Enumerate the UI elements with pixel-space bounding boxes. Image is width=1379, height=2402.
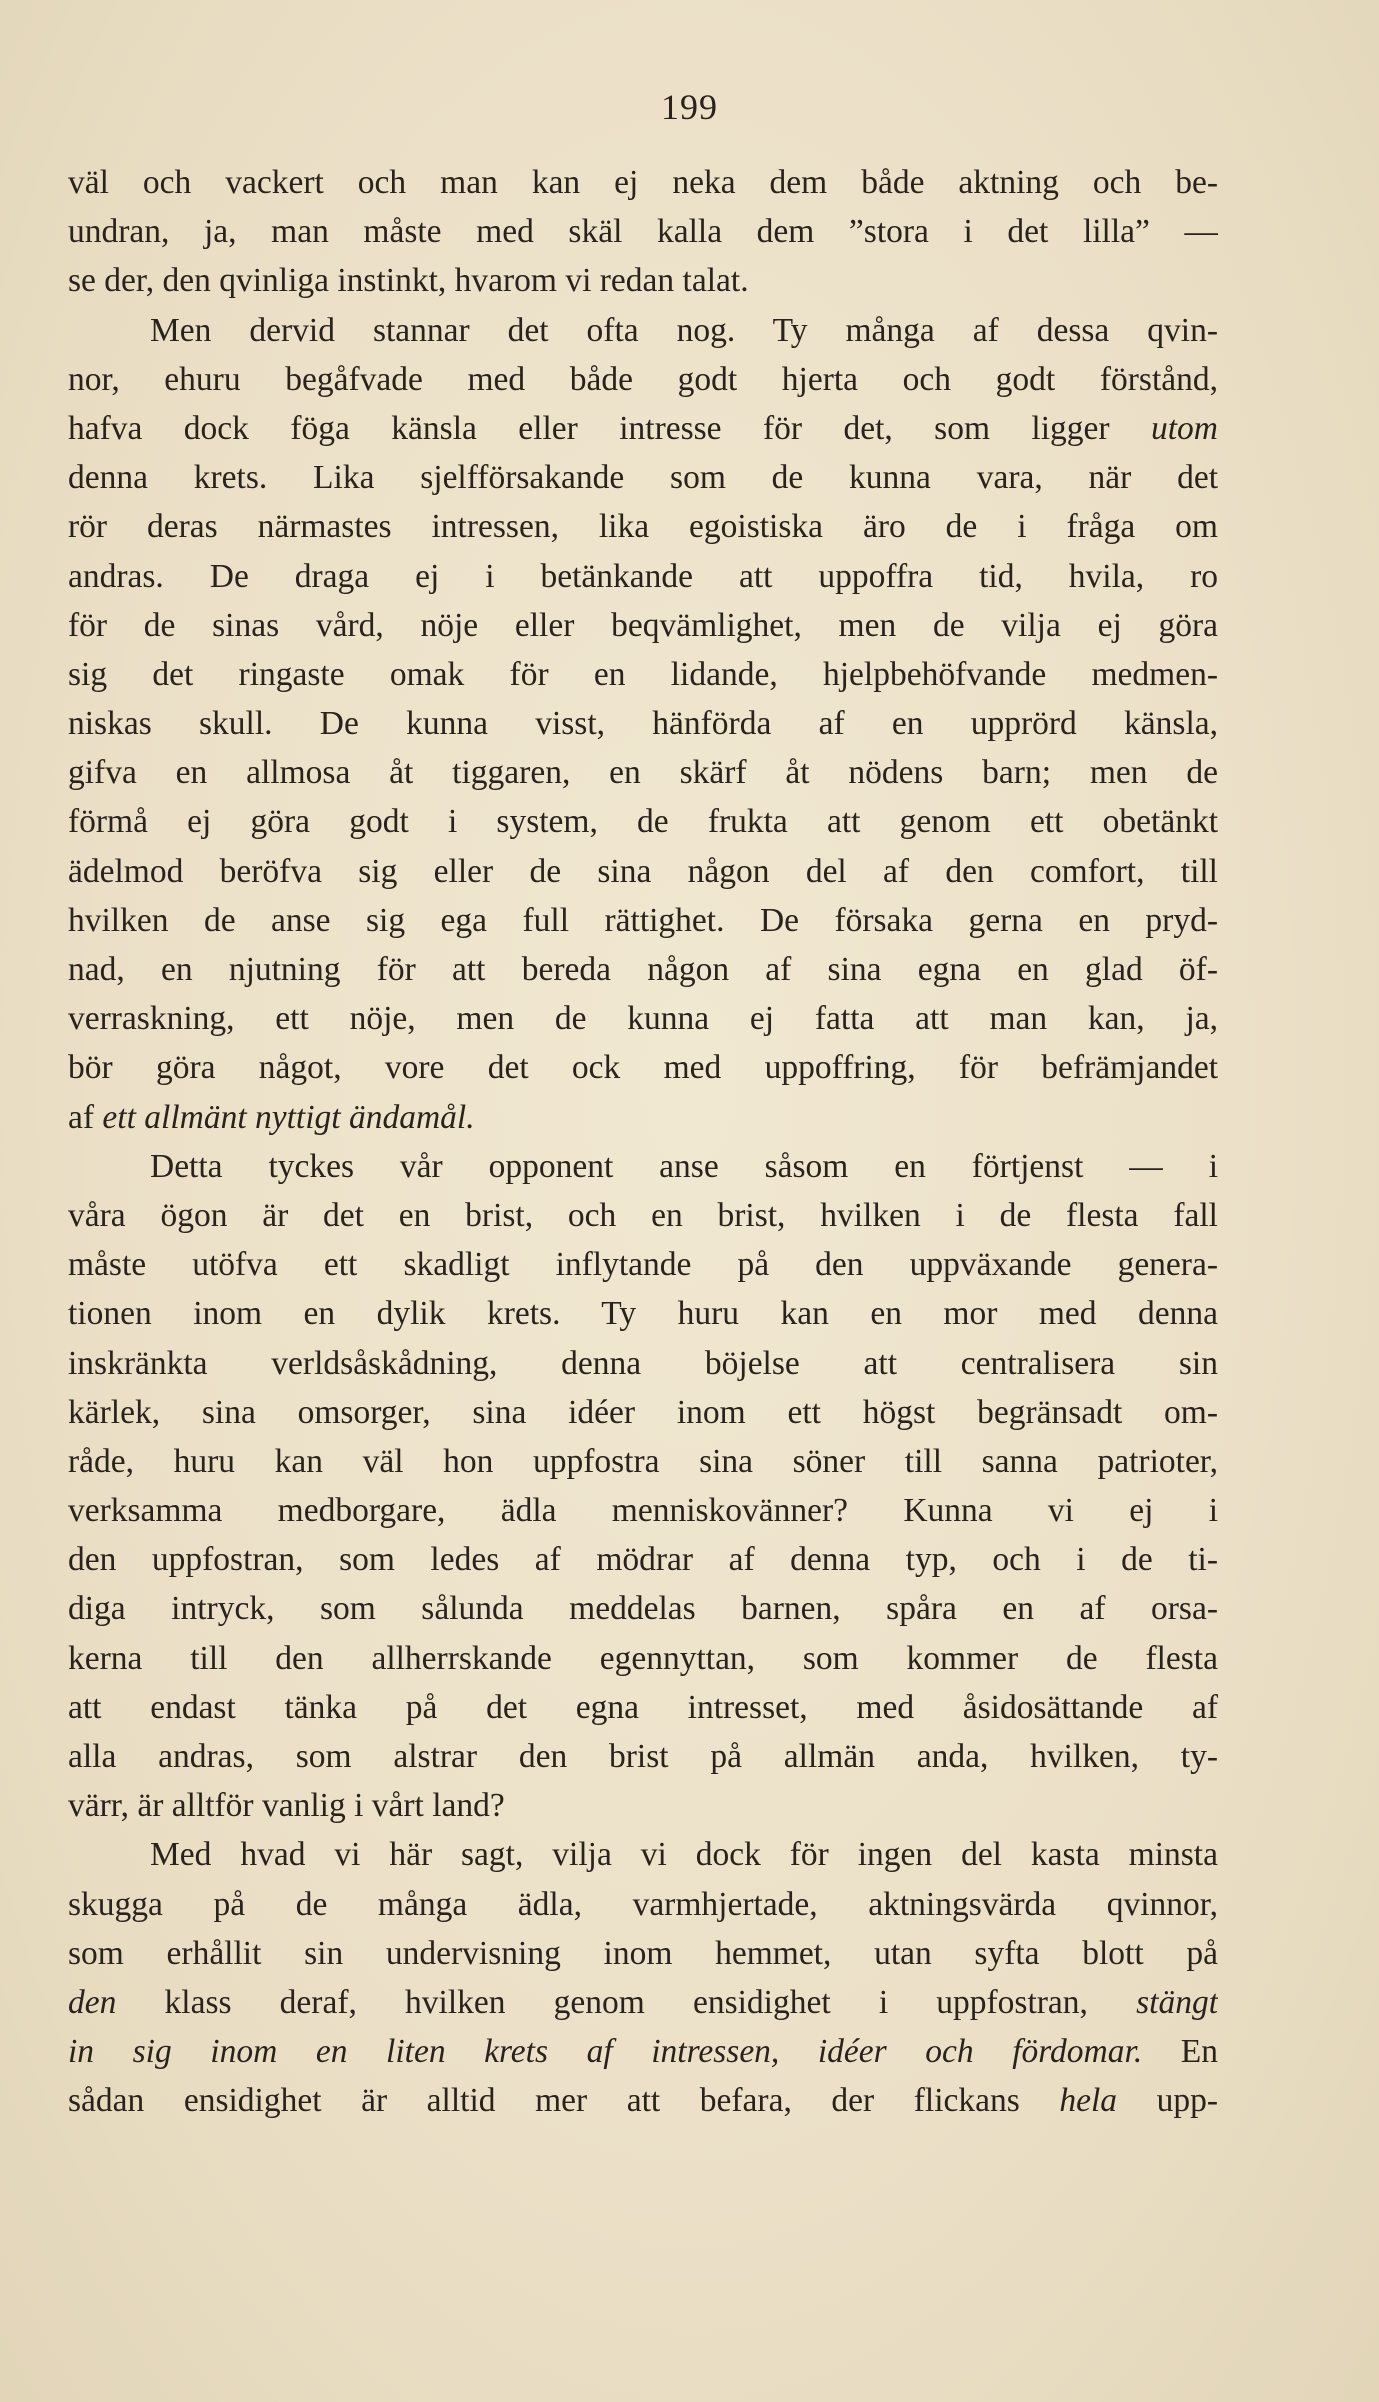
text-line: Men dervid stannar det ofta nog. Ty många af dessa qvin- xyxy=(150,311,1218,349)
italic-text: in sig inom en liten krets af intressen, idéer och fördomar. xyxy=(68,2033,1143,2071)
text-line: skugga på de många ädla, varmhjertade, aktningsvärda qvinnor, xyxy=(68,1885,1218,1923)
text-line: kärlek, sina omsorger, sina idéer inom ett högst begränsadt om- xyxy=(68,1393,1218,1431)
text-line: alla andras, som alstrar den brist på allmän anda, hvilken, ty- xyxy=(68,1738,1218,1775)
text-line: verksamma medborgare, ädla menniskovänner? Kunna vi ej i xyxy=(68,1492,1218,1530)
text-line: nad, en njutning för att bereda någon af sina egna en glad öf- xyxy=(68,951,1218,988)
text-line: diga intryck, som sålunda meddelas barnen, spåra en af orsa- xyxy=(68,1590,1218,1628)
text-line: in sig inom en liten krets af intressen, idéer och fördomar. En xyxy=(68,2033,1218,2071)
text-line: andras. De draga ej i betänkande att uppoffra tid, hvila, ro xyxy=(68,557,1218,595)
italic-text: ett allmänt nyttigt ändamål. xyxy=(102,1098,475,1136)
text-line: den uppfostran, som ledes af mödrar af denna typ, och i de ti- xyxy=(68,1541,1218,1579)
text-line: undran, ja, man måste med skäl kalla dem ”stora i det lilla” — xyxy=(68,213,1218,251)
text-line: verraskning, ett nöje, men de kunna ej fatta att man kan, ja, xyxy=(68,1000,1218,1038)
text-line: kerna till den allherrskande egennyttan, som kommer de flesta xyxy=(68,1639,1218,1677)
text-line: sig det ringaste omak för en lidande, hjelpbehöfvande medmen- xyxy=(68,655,1218,693)
text-line: gifva en allmosa åt tiggaren, en skärf åt nödens barn; men de xyxy=(68,754,1218,792)
text-line: att endast tänka på det egna intresset, med åsidosättande af xyxy=(68,1688,1218,1726)
text-line: hvilken de anse sig ega full rättighet. De försaka gerna en pryd- xyxy=(68,901,1218,939)
text-line: se der, den qvinliga instinkt, hvarom vi redan talat. xyxy=(68,262,749,300)
text-line: nor, ehuru begåfvade med både godt hjerta och godt förstånd, xyxy=(68,360,1218,398)
text-line: förmå ej göra godt i system, de frukta att genom ett obetänkt xyxy=(68,803,1218,841)
page-number: 199 xyxy=(661,87,718,127)
text-line: den klass deraf, hvilken genom ensidighet i uppfostran, stängt xyxy=(68,1983,1218,2021)
text-line: Med hvad vi här sagt, vilja vi dock för ingen del kasta minsta xyxy=(150,1836,1218,1874)
text-line: sådan ensidighet är alltid mer att befara, der flickans hela upp- xyxy=(68,2082,1218,2120)
text-line: ädelmod beröfva sig eller de sina någon del af den comfort, till xyxy=(68,852,1218,890)
text-line: niskas skull. De kunna visst, hänförda af en upprörd känsla, xyxy=(68,705,1218,743)
text-line: för de sinas vård, nöje eller beqvämlighet, men de vilja ej göra xyxy=(68,606,1218,644)
text-line: rör deras närmastes intressen, lika egoistiska äro de i fråga om xyxy=(68,508,1218,546)
text-line: värr, är alltför vanlig i vårt land? xyxy=(68,1787,505,1825)
text-line: inskränkta verldsåskådning, denna böjelse att centralisera sin xyxy=(68,1344,1218,1382)
text-line: som erhållit sin undervisning inom hemmet, utan syfta blott på xyxy=(68,1934,1218,1972)
text-line: våra ögon är det en brist, och en brist, hvilken i de flesta fall xyxy=(68,1196,1218,1234)
italic-text: den xyxy=(68,1983,117,2021)
text-line: denna krets. Lika sjelfförsakande som de kunna vara, när det xyxy=(68,459,1218,497)
text-line: tionen inom en dylik krets. Ty huru kan en mor med denna xyxy=(68,1295,1218,1333)
text-line: bör göra något, vore det ock med uppoffring, för befrämjandet xyxy=(68,1049,1218,1087)
italic-text: stängt xyxy=(1136,1983,1218,2021)
text-line: hafva dock föga känsla eller intresse för det, som ligger utom xyxy=(68,409,1218,447)
text-line: Detta tyckes vår opponent anse såsom en förtjenst — i xyxy=(150,1147,1218,1185)
italic-text: utom xyxy=(1151,409,1218,447)
italic-text: hela xyxy=(1059,2082,1118,2120)
text-line: råde, huru kan väl hon uppfostra sina söner till sanna patrioter, xyxy=(68,1442,1218,1480)
text-line: måste utöfva ett skadligt inflytande på den uppväxande genera- xyxy=(68,1246,1218,1284)
text-line: af ett allmänt nyttigt ändamål. xyxy=(68,1098,475,1136)
text-line: väl och vackert och man kan ej neka dem både aktning och be- xyxy=(68,164,1218,201)
body-text xyxy=(68,158,1218,2126)
